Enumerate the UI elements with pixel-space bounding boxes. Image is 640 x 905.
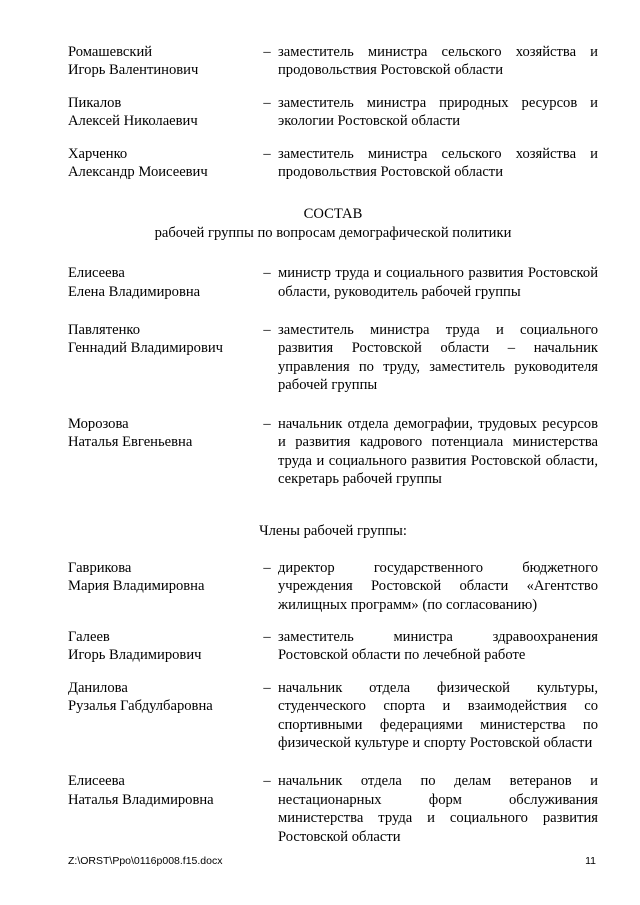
role-description: заместитель министра природных ресурсов и экологии Ростовской области xyxy=(278,94,598,130)
entry-kharchenko xyxy=(68,145,598,182)
entry-eliseeva-natalya xyxy=(68,772,598,846)
given-name: Мария Владимировна xyxy=(68,578,205,595)
dash: – xyxy=(263,559,271,576)
entry-pavlyatenko xyxy=(68,321,598,395)
entry-gavrikova xyxy=(68,559,598,614)
dash: – xyxy=(263,773,271,790)
surname: Харченко xyxy=(68,145,128,162)
dash: – xyxy=(263,415,271,432)
role-description: заместитель министра сельского хозяйства и продовольствия Ростовской области xyxy=(278,145,598,181)
dash: – xyxy=(263,628,271,645)
top-entries xyxy=(68,43,598,181)
page-number: 11 xyxy=(585,855,596,867)
person-name xyxy=(68,264,256,301)
role-description: начальник отдела физической культуры, студенческого спорта и взаимодействия со спортивными федерациями министерства по физической культуре и спорту Ростовской области xyxy=(278,679,598,751)
dash: – xyxy=(263,679,271,696)
dash: – xyxy=(263,265,271,282)
role-description: директор государственного бюджетного учреждения Ростовской области «Агентство жилищных программ» (по согласованию) xyxy=(278,559,598,613)
surname: Данилова xyxy=(68,679,128,696)
surname: Пикалов xyxy=(68,94,122,111)
surname: Павлятенко xyxy=(68,322,141,339)
given-name: Наталья Владимировна xyxy=(68,791,214,808)
surname: Ромашевский xyxy=(68,44,153,60)
entry-galeev xyxy=(68,628,598,665)
page-footer xyxy=(68,855,596,867)
section-heading xyxy=(68,205,598,242)
given-name: Игорь Владимирович xyxy=(68,647,202,664)
document-page xyxy=(68,43,598,846)
entry-romashevsky xyxy=(68,43,598,80)
role-description: начальник отдела по делам ветеранов и нестационарных форм обслуживания министерства труда и социального развития Ростовской области xyxy=(278,773,598,845)
person-name xyxy=(68,772,256,809)
role-description: министр труда и социального развития Ростовской области, руководитель рабочей группы xyxy=(278,265,598,300)
given-name: Геннадий Владимирович xyxy=(68,340,224,357)
dash: – xyxy=(263,145,271,162)
leaders-list xyxy=(68,264,598,488)
entry-danilova xyxy=(68,679,598,753)
entry-morozova xyxy=(68,415,598,489)
person-name xyxy=(68,43,256,80)
file-path: Z:\ORST\Ppo\0116p008.f15.docx xyxy=(68,855,223,867)
members-list xyxy=(68,559,598,846)
surname: Морозова xyxy=(68,415,129,432)
given-name: Наталья Евгеньевна xyxy=(68,434,193,451)
person-name xyxy=(68,321,256,358)
heading-subtitle: рабочей группы по вопросам демографической политики xyxy=(154,224,512,241)
role-description: заместитель министра сельского хозяйства и продовольствия Ростовской области xyxy=(278,44,598,79)
person-name xyxy=(68,679,256,716)
given-name: Александр Моисеевич xyxy=(68,164,208,181)
person-name xyxy=(68,559,256,596)
person-name xyxy=(68,628,256,665)
members-heading: Члены рабочей группы: xyxy=(259,523,407,540)
person-name xyxy=(68,415,256,452)
dash: – xyxy=(263,322,271,339)
entry-eliseeva-elena xyxy=(68,264,598,301)
given-name: Игорь Валентинович xyxy=(68,62,199,79)
dash: – xyxy=(263,94,271,111)
person-name xyxy=(68,145,256,182)
role-description: заместитель министра труда и социального развития Ростовской области – начальник управления по труду, заместитель руководителя рабочей группы xyxy=(278,322,598,394)
surname: Елисеева xyxy=(68,265,125,282)
surname: Гаврикова xyxy=(68,559,132,576)
entry-pikalov xyxy=(68,94,598,131)
dash: – xyxy=(263,44,271,60)
role-description: заместитель министра здравоохранения Ростовской области по лечебной работе xyxy=(278,628,598,664)
person-name xyxy=(68,94,256,131)
given-name: Елена Владимировна xyxy=(68,283,201,300)
surname: Галеев xyxy=(68,628,110,645)
heading-title: СОСТАВ xyxy=(303,206,363,223)
role-description: начальник отдела демографии, трудовых ресурсов и развития кадрового потенциала министерства труда и социального развития Ростовской области, секретарь рабочей группы xyxy=(278,415,598,487)
given-name: Рузалья Габдулбаровна xyxy=(68,698,213,715)
surname: Елисеева xyxy=(68,773,125,790)
given-name: Алексей Николаевич xyxy=(68,113,198,130)
